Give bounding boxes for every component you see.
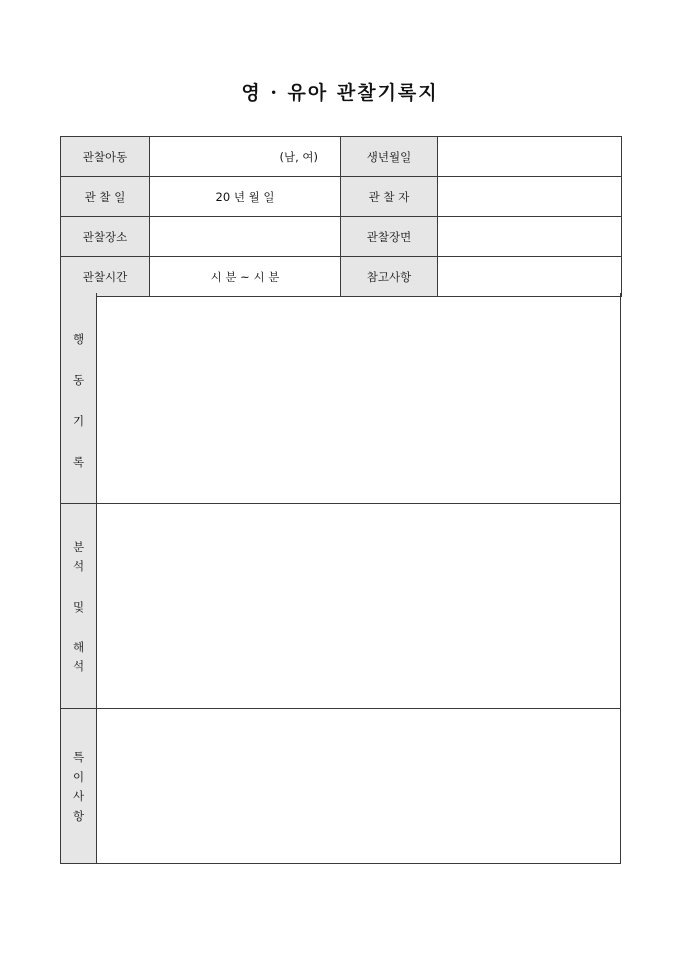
label-char: 사 bbox=[72, 789, 85, 803]
table-row bbox=[61, 177, 622, 217]
label-char: 석 bbox=[72, 559, 85, 573]
observer-field[interactable] bbox=[438, 177, 622, 217]
notes-label: 참고사항 bbox=[341, 257, 438, 297]
child-field[interactable]: (남, 여) bbox=[150, 137, 341, 177]
label-char: 동 bbox=[72, 373, 85, 387]
observation-date-field[interactable]: 20 년 월 일 bbox=[150, 177, 341, 217]
observation-date-label: 관 찰 일 bbox=[61, 177, 150, 217]
observation-place-field[interactable] bbox=[150, 217, 341, 257]
behavior-record-section bbox=[60, 293, 621, 504]
label-char: 및 bbox=[72, 600, 85, 614]
label-char: 행 bbox=[72, 332, 85, 346]
label-char: 항 bbox=[72, 809, 85, 823]
table-row bbox=[61, 257, 622, 297]
birthdate-label: 생년월일 bbox=[341, 137, 438, 177]
birthdate-field[interactable] bbox=[438, 137, 622, 177]
analysis-section bbox=[60, 504, 621, 709]
observation-time-field[interactable]: 시 분 ~ 시 분 bbox=[150, 257, 341, 297]
label-char: 이 bbox=[72, 770, 85, 784]
observation-scene-field[interactable] bbox=[438, 217, 622, 257]
observer-label: 관 찰 자 bbox=[341, 177, 438, 217]
special-notes-area[interactable] bbox=[97, 709, 620, 863]
analysis-label bbox=[61, 504, 97, 708]
behavior-record-area[interactable] bbox=[97, 293, 620, 503]
notes-field[interactable] bbox=[438, 257, 622, 297]
observation-time-label: 관찰시간 bbox=[61, 257, 150, 297]
analysis-area[interactable] bbox=[97, 504, 620, 708]
child-label: 관찰아동 bbox=[61, 137, 150, 177]
label-char: 석 bbox=[72, 659, 85, 673]
table-row bbox=[61, 217, 622, 257]
special-notes-section bbox=[60, 709, 621, 864]
observation-place-label: 관찰장소 bbox=[61, 217, 150, 257]
label-char: 록 bbox=[72, 455, 85, 469]
label-char: 분 bbox=[72, 540, 85, 554]
special-notes-label bbox=[61, 709, 97, 863]
label-char: 해 bbox=[72, 640, 85, 654]
observation-scene-label: 관찰장면 bbox=[341, 217, 438, 257]
page-title: 영 · 유아 관찰기록지 bbox=[241, 82, 439, 104]
label-char: 특 bbox=[72, 750, 85, 764]
info-table bbox=[60, 136, 622, 297]
label-char: 기 bbox=[72, 414, 85, 428]
behavior-record-label bbox=[61, 293, 97, 503]
table-row bbox=[61, 137, 622, 177]
